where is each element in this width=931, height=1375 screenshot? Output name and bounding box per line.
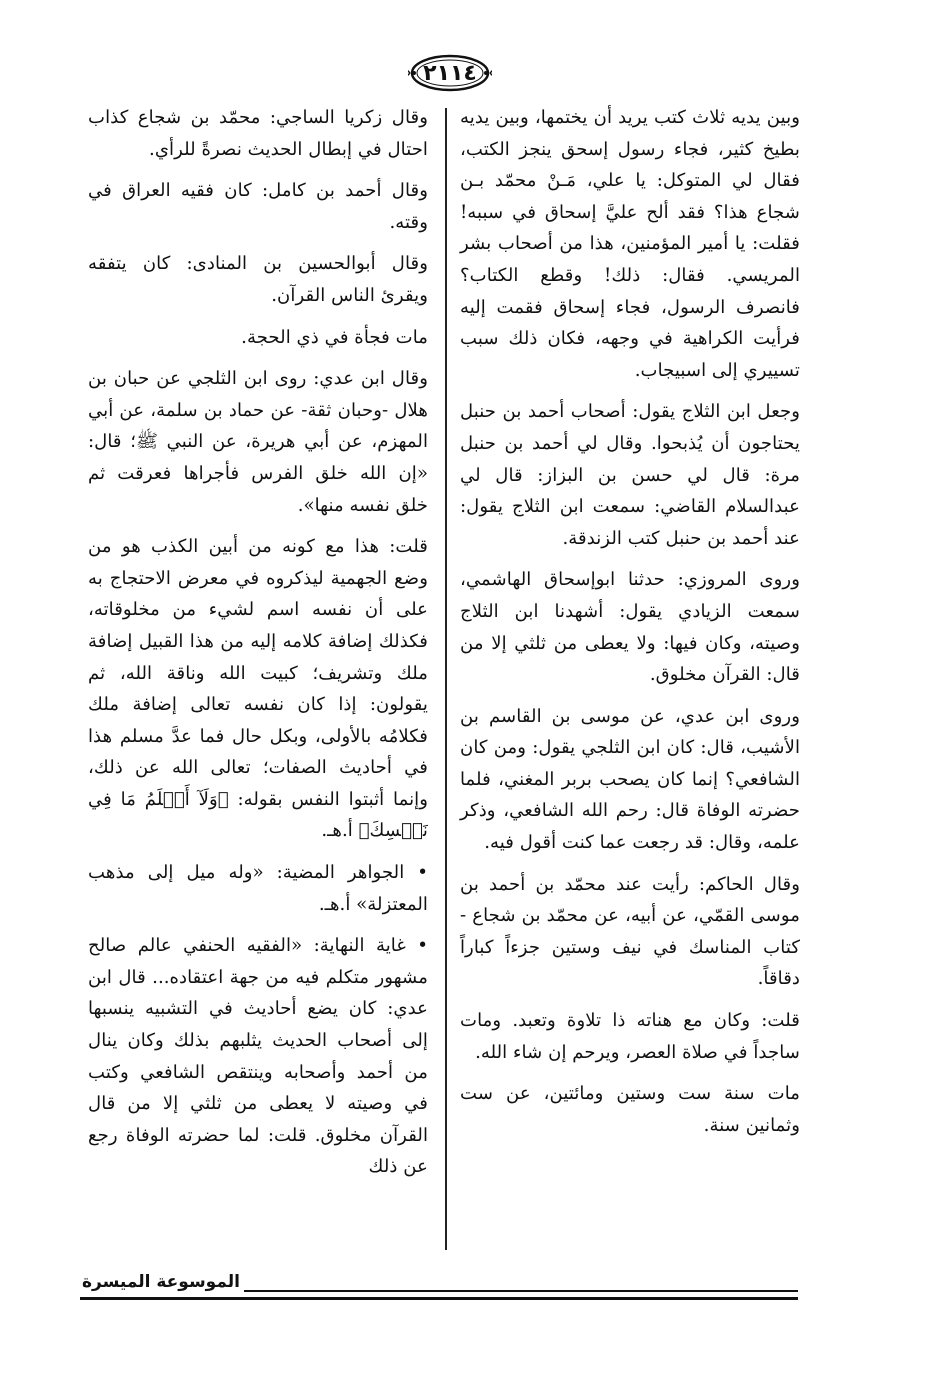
paragraph: وروى ابن عدي، عن موسى بن القاسم بن الأشيب، قال: كان ابن الثلجي يقول: ومن كان الشافعي؟ إنما كان يصحب بربر المغني، فلما حضرته الوفاة قال: رحم الله الشافعي، وذكر علمه، وقال: قد رجعت عما كنت أقول فيه. [460,705,800,854]
page-number: ٢١١٤ [423,60,477,86]
right-column [460,102,800,1141]
footer-rule [215,1290,798,1292]
paragraph: وروى المروزي: حدثنا ابوإسحاق الهاشمي، سمعت الزيادي يقول: أشهدنا ابن الثلاج وصيته، وكان فيها: ولا يعطى من ثلثي إلا من قال: القرآن مخلوق. [460,569,800,686]
paragraph: وقال زكريا الساجي: محمّد بن شجاع كذاب احتال في إبطال الحديث نصرةً للرأي. [88,107,428,160]
paragraph: مات سنة ست وستين ومائتين، عن ست وثمانين سنة. [460,1083,800,1136]
paragraph: وقال أحمد بن كامل: كان فقيه العراق في وقته. [88,180,428,233]
paragraph: وقال الحاكم: رأيت عند محمّد بن أحمد بن موسى القمّي، عن أبيه، عن محمّد بن شجاع - كتاب المناسك في نيف وستين جزءاً كباراً دقاقاً. [460,873,800,990]
paragraph: • غاية النهاية: «الفقيه الحنفي عالم صالح مشهور متكلم فيه من جهة اعتقاده... قال ابن عدي: كان يضع أحاديث في التشبيه ينسبها إلى أصحاب الحديث يثلبهم بذلك وكان ينال من أحمد وأصحابه وينتقص الشافعي وكتب في وصيته لا يعطى من ثلثي إلا من قال القرآن مخلوق. قلت: لما حضرته الوفاة رجع عن ذلك [88,935,428,1178]
page-number-frame [408,52,492,94]
paragraph: قلت: وكان مع هناته ذا تلاوة وتعبد. ومات ساجداً في صلاة العصر، ويرحم إن شاء الله. [460,1010,800,1063]
paragraph: وجعل ابن الثلاج يقول: أصحاب أحمد بن حنبل يحتاجون أن يُذبحوا. وقال لي أحمد بن حنبل مرة: قال لي حسن بن البزاز: قال لي عبدالسلام القاضي: سمعت ابن الثلاج يقول: عند أحمد بن حنبل كتب الزندقة. [460,401,800,549]
paragraph: وقال أبوالحسين بن المنادى: كان يتفقه ويقرئ الناس القرآن. [88,253,428,306]
paragraph: وبين يديه ثلاث كتب يريد أن يختمها، وبين يديه بطيخ كثير، فجاء رسول إسحق ينجز الكتب، فقال لي المتوكل: يا علي، مَـنْ محمّد بـن شجاع هذا؟ فقد ألح عليَّ إسحاق في سببه! فقلت: يا أمير المؤمنين، هذا من أصحاب بشر المريسي. فقال: ذلك! وقطع الكتاب؟ فانصرف الرسول، فجاء إسحاق فقمت إليه فرأيت الكراهية في وجهه، فكان ذلك سبب تسييري إلى اسبيجاب. [460,107,800,381]
paragraph: قلت: هذا مع كونه من أبين الكذب هو من وضع الجهمية ليذكروه في معرض الاحتجاج به على أن نفسه اسم لشيء من مخلوقاته، فكذلك إضافة كلامه إليه من هذا القبيل إضافة ملك وتشريف؛ كبيت الله وناقة الله، ثم يقولون: إذا كان نفسه تعالى إضافة ملك فكلامُه بالأولى، وبكل حال فما عدَّ مسلم هذا في أحاديث الصفات؛ تعالى الله عن ذلك، وإنما أثبتوا النفس بقوله: ﴿وَلَآ أَعۡلَمُ مَا فِي نَفۡسِكَ﴾ أ.هـ. [88,536,428,842]
footer-rule [80,1297,798,1300]
paragraph: مات فجأة في ذي الحجة. [241,326,428,348]
column-divider [445,108,447,1250]
paragraph: • الجواهر المضية: «وله ميل إلى مذهب المعتزلة» أ.هـ. [88,862,428,915]
paragraph: وقال ابن عدي: روى ابن الثلجي عن حبان بن هلال -وحبان ثقة- عن حماد بن سلمة، عن أبي المهزم، عن أبي هريرة، عن النبي ﷺ؛ قال: «إن الله خلق الفرس فأجراها فعرقت ثم خلق نفسه منها». [88,368,428,516]
left-column [88,102,428,1183]
footer-title: الموسوعة الميسرة [78,1272,244,1292]
